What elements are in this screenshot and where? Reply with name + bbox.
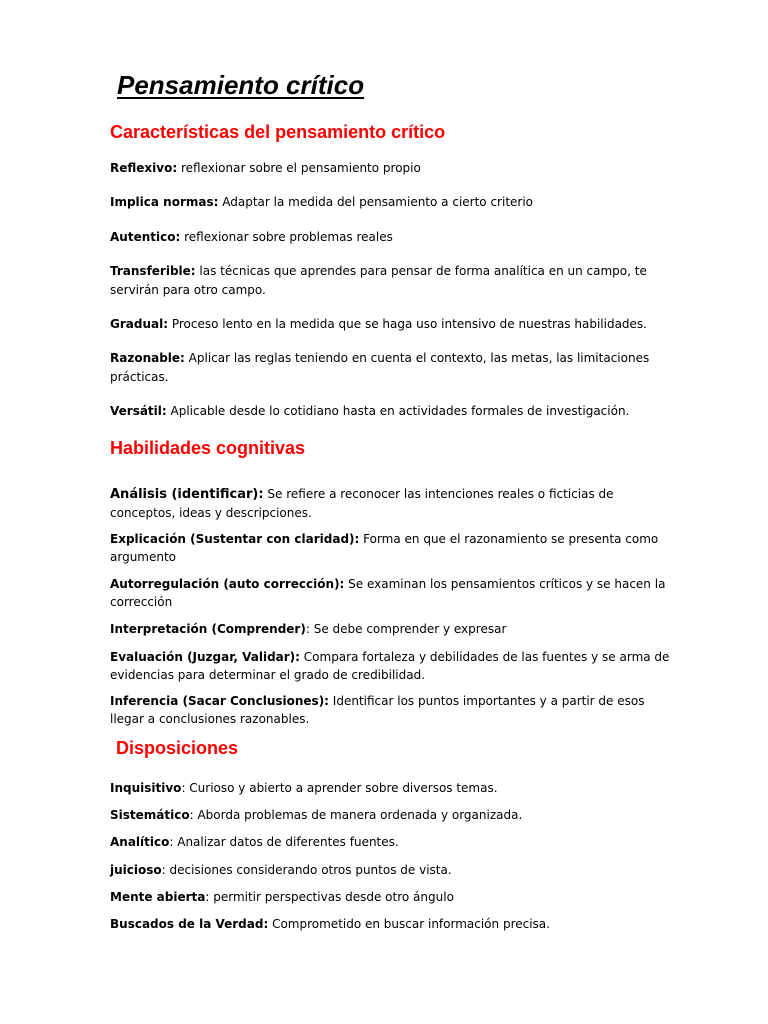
item-text: Proceso lento en la medida que se haga uso intensivo de nuestras habilidades. — [168, 317, 647, 331]
item-text: Adaptar la medida del pensamiento a cierto criterio — [218, 195, 534, 209]
item-text: las técnicas que aprendes para pensar de forma analítica en un campo, te servirán para otro campo. — [110, 264, 647, 297]
item-text: : decisiones considerando otros puntos de vista. — [161, 863, 452, 877]
item-term: Explicación (Sustentar con claridad): — [110, 532, 360, 546]
section-heading-habilidades: Habilidades cognitivas — [110, 438, 306, 458]
list-item — [110, 530, 670, 566]
item-term: Sistemático — [110, 808, 190, 822]
item-term: Gradual: — [110, 317, 169, 331]
item-term: Transferible: — [110, 264, 196, 278]
item-text: Compara fortaleza y debilidades de las fuentes y se arma de evidencias para determinar el grado de credibilidad. — [110, 650, 670, 682]
item-text: : Curioso y abierto a aprender sobre diversos temas. — [181, 781, 498, 795]
list-item — [110, 779, 670, 798]
list-item — [110, 692, 670, 728]
list-item — [110, 315, 670, 334]
item-term: Mente abierta — [110, 890, 206, 904]
list-item — [110, 648, 670, 684]
list-item — [110, 159, 670, 178]
item-term: juicioso — [110, 863, 162, 877]
page-title: Pensamiento crítico — [117, 70, 365, 100]
list-item — [110, 888, 670, 907]
item-text: reflexionar sobre el pensamiento propio — [177, 161, 421, 175]
item-term: Reflexivo: — [110, 161, 178, 175]
item-term: Evaluación (Juzgar, Validar): — [110, 650, 300, 664]
list-item — [110, 402, 670, 421]
item-term: Buscados de la Verdad: — [110, 917, 269, 931]
list-item — [110, 349, 670, 387]
item-text: Aplicable desde lo cotidiano hasta en actividades formales de investigación. — [166, 404, 630, 418]
item-text: : Analizar datos de diferentes fuentes. — [169, 835, 399, 849]
list-item — [110, 620, 670, 638]
list-item — [110, 193, 670, 212]
item-text: Identificar los puntos importantes y a partir de esos llegar a conclusiones razonables. — [110, 694, 645, 726]
item-term: Autorregulación (auto corrección): — [110, 577, 345, 591]
item-term: Inferencia (Sacar Conclusiones): — [110, 694, 329, 708]
list-item — [110, 915, 670, 934]
list-item — [110, 575, 670, 611]
list-item — [110, 861, 670, 880]
list-item — [110, 806, 670, 825]
item-term: Autentico: — [110, 230, 181, 244]
item-term: Interpretación (Comprender) — [110, 622, 306, 636]
item-text: reflexionar sobre problemas reales — [180, 230, 393, 244]
list-item — [110, 228, 670, 247]
list-item — [110, 485, 670, 522]
list-item — [110, 833, 670, 852]
list-item — [110, 262, 670, 300]
item-term: Inquisitivo — [110, 781, 182, 795]
item-term: Análisis (identificar): — [110, 487, 264, 502]
item-text: Forma en que el razonamiento se presenta como argumento — [110, 532, 659, 564]
item-text: Comprometido en buscar información precisa. — [268, 917, 550, 931]
item-text: : permitir perspectivas desde otro ángulo — [205, 890, 454, 904]
item-term: Versátil: — [110, 404, 167, 418]
item-term: Razonable: — [110, 351, 185, 365]
item-term: Implica normas: — [110, 195, 219, 209]
item-text: : Aborda problemas de manera ordenada y organizada. — [189, 808, 523, 822]
section-heading-disposiciones: Disposiciones — [116, 738, 239, 758]
item-text: Aplicar las reglas teniendo en cuenta el contexto, las metas, las limitaciones prácticas. — [110, 351, 650, 384]
item-text: : Se debe comprender y expresar — [305, 622, 507, 636]
item-text: Se refiere a reconocer las intenciones reales o ficticias de conceptos, ideas y descripciones. — [110, 487, 614, 520]
section-heading-caracteristicas: Características del pensamiento crítico — [110, 122, 446, 142]
item-term: Analítico — [110, 835, 170, 849]
item-text: Se examinan los pensamientos críticos y se hacen la corrección — [110, 577, 666, 609]
